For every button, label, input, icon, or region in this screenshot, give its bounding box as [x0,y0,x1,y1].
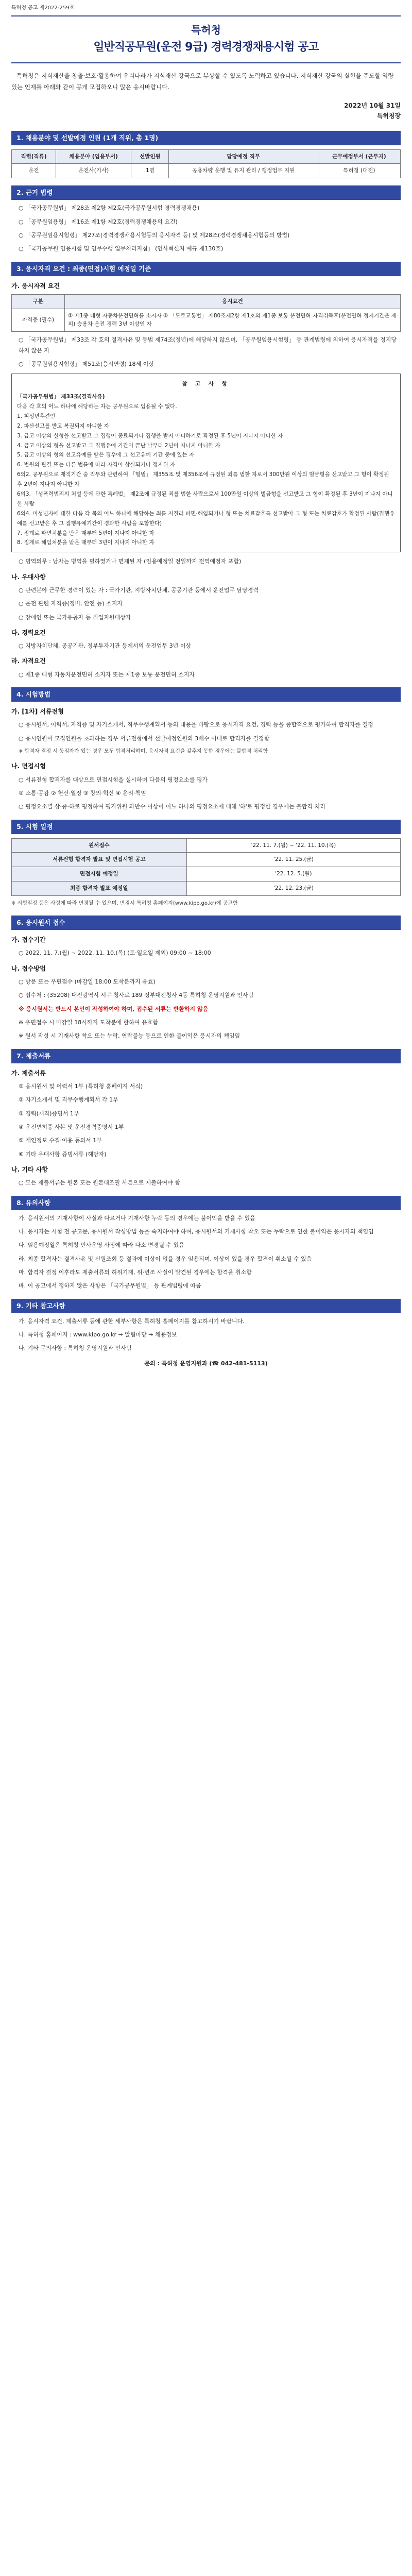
section-1-heading: 1. 채용분야 및 선발예정 인원 (1개 직위, 총 1명) [11,131,401,145]
section-6 [11,916,401,1041]
table-header-row [12,149,401,164]
caution-item: 마. 합격자 결정 이후라도 제출서류의 허위기재, 위·변조 사실이 발견된 경우에는 합격을 취소함 [19,1268,252,1276]
cell-req-label: 자격증 (필수) [12,309,65,332]
sub-heading: 나. 면접시험 [11,762,46,770]
cell-series: 운전 [12,164,56,178]
section-9-heading: 9. 기타 참고사항 [11,1299,401,1313]
section-9 [11,1299,401,1368]
sub-heading: 다. 경력요건 [11,629,46,636]
intro-paragraph: 특허청은 지식재산을 창출·보호·활용하여 우리나라가 지식재산 강국으로 부상할 수 있도록 노력하고 있습니다. 지식재산 강국의 실현을 주도할 역량 있는 인재를 아래와 같이 공개 모집하오니 많은 응시바랍니다. [11,72,394,91]
section-2 [11,185,401,254]
sub-heading: 나. 접수방법 [11,964,46,972]
section-4-heading: 4. 시험방법 [11,687,401,702]
submission-item: ① 응시원서 및 이력서 1부 (특허청 홈페이지 서식) [19,1082,143,1090]
section-3-heading: 3. 응시자격 요건 : 최종(면접)시험 예정일 기준 [11,262,401,276]
table-row: 서류전형 합격자 발표 및 면접시험 공고 '22. 11. 25.(금) [12,853,401,867]
positions-table [11,149,401,179]
contact-info: 문의 : 특허청 운영지원과 (☎ 042-481-5113) [144,1360,268,1367]
caution-item: 라. 최종 합격자는 결격사유 및 신원조회 등 결과에 이상이 없을 경우 임용되며, 이상이 있을 경우 합격이 취소될 수 있음 [19,1255,312,1262]
reference-item: 다. 기타 문의사항 : 특허청 운영지원과 인사팀 [19,1345,132,1352]
military-note: ○ 병역의무 : 남자는 병역을 필하였거나 면제된 자 (임용예정일 전일까지 전역예정자 포함) [19,558,242,565]
schedule-table [11,838,401,896]
submission-item: ② 자기소개서 및 직무수행계획서 각 1부 [19,1096,118,1104]
reference-line: 1. 피성년후견인 [17,413,56,419]
sub-heading: 가. 제출서류 [11,1069,46,1077]
section-4 [11,687,401,812]
qualification-note: ○ 「공무원임용시험령」 제51조(응시연령) 18세 이상 [19,360,154,367]
table-header-row [12,294,401,309]
application-method: ○ 방문 또는 우편접수 (마감일 18:00 도착분까지 유효) [19,978,156,985]
sub-heading: 나. 우대사항 [11,573,46,581]
caution-item: 나. 응시자는 시험 전 공고문, 응시원서 작성방법 등을 숙지하여야 하며, 응시원서의 기재사항 착오 또는 누락으로 인한 불이익은 응시자의 책임임 [19,1228,374,1235]
issuer: 특허청장 [376,112,401,120]
caution-item: 바. 이 공고에서 정하지 않은 사항은 「국가공무원법」 등 관계법령에 따름 [19,1282,201,1290]
law-item: ○ 「공무원임용시험령」 제27조(경력경쟁채용시험등의 응시자격 등) 및 제28조(경력경쟁채용시험등의 방법) [19,231,290,239]
title-main: 일반직공무원(운전 9급) 경력경쟁채용시험 공고 [93,41,319,54]
reference-line: 5. 금고 이상의 형의 선고유예를 받은 경우에 그 선고유예 기간 중에 있는 자 [17,452,195,459]
reference-item[interactable]: 나. 특허청 홈페이지 : www.kipo.go.kr → 알림마당 → 채용정보 [19,1331,177,1338]
law-item: ○ 「국가공무원법」 제28조 제2항 제2호(국가공무원시험 경력경쟁채용) [19,205,200,212]
date-signature [11,100,401,122]
caution-item: 다. 임용예정일은 특허청 인사운영 사정에 따라 다소 변경될 수 있음 [19,1242,184,1249]
application-address: ○ 접수처 : (35208) 대전광역시 서구 청사로 189 정부대전청사 4동 특허청 운영지원과 인사팀 [19,992,254,999]
submission-etc: ○ 모든 제출서류는 원본 또는 원본대조필 사본으로 제출하여야 함 [19,1179,180,1187]
reference-line: 8. 징계로 해임처분을 받은 때부터 3년이 지나지 아니한 자 [17,539,154,546]
reference-line: 3. 금고 이상의 실형을 선고받고 그 집행이 종료되거나 집행을 받지 아니하기로 확정된 후 5년이 지나지 아니한 자 [17,432,283,439]
preference-item: ○ 관련분야 근무한 경력이 있는 자 : 국가기관, 지방자치단체, 공공기관 등에서 운전업무 담당경력 [19,586,259,594]
th-requirement: 응시요건 [65,294,401,309]
announce-date: 2022년 10월 31일 [344,101,401,109]
section-7-heading: 7. 제출서류 [11,1049,401,1063]
qualification-note: ○ 「국가공무원법」 제33조 각 호의 결격사유 및 동법 제74조(정년)에 해당하지 않으며, 「공무원임용시험령」 등 관계법령에 의하여 응시자격을 정지당하지 않은 자 [19,336,397,354]
reference-line: 6의2. 공무원으로 재직기간 중 직무와 관련하여 「형법」 제355조 및 제356조에 규정된 죄를 범한 자로서 300만원 이상의 벌금형을 선고받고 그 형이 확정된 후 2년이 지나지 아니한 자 [17,471,389,488]
th-series: 직렬(직류) [12,149,56,164]
section-5-heading: 5. 시험 일정 [11,820,401,834]
section-6-heading: 6. 응시원서 접수 [11,916,401,930]
career-text: ○ 지방자치단체, 공공기관, 정부투자기관 등에서의 운전업무 3년 이상 [19,642,191,650]
th-category: 구분 [12,294,65,309]
cell-req-text: ① 제1종 대형 자동차운전면허를 소지자 ② 「도로교통법」 제80조제2항 제1호의 제1종 보통 운전면허 자격취득후(운전면허 정지기간은 제외) 승용차 운전 경력 3년 이상인 자 [65,309,401,332]
reference-line: 6. 법원의 판결 또는 다른 법률에 따라 자격이 상실되거나 정지된 자 [17,462,176,468]
law-item: ○ 「공무원임용령」 제16조 제1항 제2호(경력경쟁채용의 요건) [19,218,178,225]
table-row: 원서접수 '22. 11. 7.(월) ~ '22. 11. 10.(목) [12,838,401,853]
section-5 [11,820,401,909]
application-note: ※ 원서 작성 시 기재사항 착오 또는 누락, 연락불능 등으로 인한 불이익은 응시자의 책임임 [19,1032,241,1040]
section-8-heading: 8. 유의사항 [11,1196,401,1210]
reference-box [11,374,401,552]
th-count: 선발인원 [131,149,169,164]
section-2-heading: 2. 근거 법령 [11,185,401,200]
preference-item: ○ 운전 관련 자격증(정비, 안전 등) 소지자 [19,600,123,607]
reference-line: 6의4. 미성년자에 대한 다음 각 목의 어느 하나에 해당하는 죄를 저질러 파면·해임되거나 형 또는 치료감호를 선고받아 그 형 또는 치료감호가 확정된 사람(집행유예를 선고받은 후 그 집행유예기간이 경과한 사람을 포함한다) [17,510,395,527]
cell-count: 1명 [131,164,169,178]
document-screening-note: ※ 합격자 결정 시 동점자가 있는 경우 모두 합격처리하며, 응시자격 요건을 갖추지 못한 경우에는 불합격 처리함 [19,748,268,754]
schedule-note: ※ 시험일정 등은 사정에 따라 변경될 수 있으며, 변경시 특허청 홈페이지(www.kipo.go.kr)에 공고함 [11,900,238,906]
submission-item: ④ 운전면허증 사본 및 운전경력증명서 1부 [19,1123,124,1130]
table-row: 최종 합격자 발표 예정일 '22. 12. 23.(금) [12,881,401,895]
document-screening-item: ○ 응시인원이 모집인원을 초과하는 경우 서류전형에서 선발예정인원의 3배수 이내로 합격자를 결정함 [19,735,270,742]
title-agency: 특허청 [191,24,221,36]
submission-item: ⑤ 개인정보 수집·이용 동의서 1부 [19,1137,102,1144]
reference-line: 2. 파산선고를 받고 복권되지 아니한 자 [17,422,109,429]
sub-heading: 가. 응시자격 요건 [11,282,60,290]
reference-line: 4. 금고 이상의 형을 선고받고 그 집행유예 기간이 끝난 날부터 2년이 지나지 아니한 자 [17,442,220,449]
section-8 [11,1196,401,1292]
cell-field: 운전사(기사) [56,164,131,178]
th-dept: 근무예정부서 (근무지) [318,149,400,164]
reference-line: 「국가공무원법」 제33조(결격사유) [17,394,105,400]
submission-item: ⑥ 기타 우대사항 증빙서류 (해당자) [19,1150,107,1158]
table-row [12,309,401,332]
preference-item: ○ 장애인 또는 국가유공자 등 취업지원대상자 [19,614,131,621]
title-box [11,15,401,63]
section-1 [11,131,401,179]
application-note: ※ 우편접수 시 마감일 18시까지 도착분에 한하여 유효함 [19,1019,158,1026]
table-row: 면접시험 예정일 '22. 12. 5.(월) [12,867,401,882]
th-duty: 담당예정 직무 [169,149,318,164]
sub-heading: 나. 기타 사항 [11,1165,48,1173]
sub-heading: 가. 접수기간 [11,936,46,944]
interview-item: ① 소통·공감 ② 헌신·열정 ③ 창의·혁신 ④ 윤리·책임 [19,789,146,796]
section-3 [11,262,401,680]
cell-duty: 공용차량 운행 및 유지 관리 / 행정업무 지원 [169,164,318,178]
document-screening-item: ○ 응시원서, 이력서, 자격증 및 자기소개서, 직무수행계획서 등의 내용을 바탕으로 응시자격 요건, 경력 등을 종합적으로 평가하여 합격자를 결정 [19,721,373,728]
application-note: ※ 응시원서는 반드시 본인이 작성하여야 하며, 접수된 서류는 반환하지 않음 [19,1005,209,1012]
application-period: ○ 2022. 11. 7.(월) ~ 2022. 11. 10.(목) (토·일요일 제외) 09:00 ~ 18:00 [19,950,211,957]
law-item: ○ 「국가공무원 임용시험 및 임무수행 업무처리지침」 (인사혁신처 예규 제130호) [19,245,224,252]
reference-box-title: 참 고 사 항 [182,381,230,387]
table-row [12,164,401,178]
interview-item: ○ 서류전형 합격자를 대상으로 면접시험을 실시하며 다음의 평정요소를 평가 [19,776,208,783]
reference-line: 다음 각 호의 어느 하나에 해당하는 자는 공무원으로 임용될 수 없다. [17,403,177,410]
reference-line: 6의3. 「성폭력범죄의 처벌 등에 관한 특례법」 제2조에 규정된 죄를 범한 사람으로서 100만원 이상의 벌금형을 선고받고 그 형이 확정된 후 3년이 지나지 아니한 사람 [17,491,393,507]
interview-item: ○ 평정요소별 상·중·하로 평정하여 평가위원 과반수 이상이 어느 하나의 평정요소에 대해 '하'로 평정한 경우에는 불합격 처리 [19,803,325,810]
th-field: 채용분야 (임용부서) [56,149,131,164]
sub-heading: 가. [1차] 서류전형 [11,708,64,715]
reference-item: 가. 응시자격 요건, 제출서류 등에 관한 세부사항은 특허청 홈페이지를 참고하시기 바랍니다. [19,1317,245,1325]
requirements-table [11,294,401,332]
license-text: ○ 제1종 대형 자동차운전면허 소지자 또는 제1종 보통 운전면허 소지자 [19,671,195,678]
section-7 [11,1049,401,1189]
cell-dept: 특허청 (대전) [318,164,400,178]
document-number: 특허청 공고 제2022-259호 [11,5,75,11]
caution-item: 가. 응시원서의 기재사항이 사실과 다르거나 기재사항 누락 등의 경우에는 불이익을 받을 수 있음 [19,1214,255,1222]
sub-heading: 라. 자격요건 [11,657,46,665]
reference-line: 7. 징계로 파면처분을 받은 때부터 5년이 지나지 아니한 자 [17,530,154,536]
submission-item: ③ 경력(재직)증명서 1부 [19,1110,79,1117]
